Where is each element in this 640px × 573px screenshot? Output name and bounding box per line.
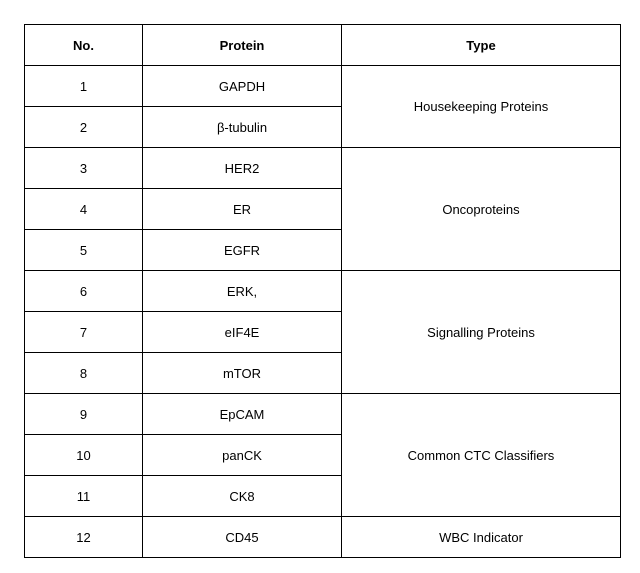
table-row — [25, 271, 621, 312]
protein-name: EpCAM — [143, 394, 342, 435]
protein-name: ER — [143, 189, 342, 230]
protein-type-group: Oncoproteins — [342, 148, 621, 271]
table-row — [25, 148, 621, 189]
protein-name: GAPDH — [143, 66, 342, 107]
header-no: No. — [25, 25, 143, 66]
protein-type-group: Signalling Proteins — [342, 271, 621, 394]
protein-name: mTOR — [143, 353, 342, 394]
table-row — [25, 394, 621, 435]
table-header-row — [25, 25, 621, 66]
header-type: Type — [342, 25, 621, 66]
table-row — [25, 517, 621, 558]
protein-name: ERK, — [143, 271, 342, 312]
protein-name: HER2 — [143, 148, 342, 189]
protein-name: CK8 — [143, 476, 342, 517]
protein-name: EGFR — [143, 230, 342, 271]
protein-type-group: Housekeeping Proteins — [342, 66, 621, 148]
row-number: 5 — [25, 230, 143, 271]
table-row — [25, 66, 621, 107]
row-number: 3 — [25, 148, 143, 189]
row-number: 11 — [25, 476, 143, 517]
row-number: 4 — [25, 189, 143, 230]
protein-table — [24, 24, 621, 558]
protein-name: β-tubulin — [143, 107, 342, 148]
protein-name: eIF4E — [143, 312, 342, 353]
header-protein: Protein — [143, 25, 342, 66]
protein-type-group: WBC Indicator — [342, 517, 621, 558]
row-number: 8 — [25, 353, 143, 394]
row-number: 10 — [25, 435, 143, 476]
protein-type-group: Common CTC Classifiers — [342, 394, 621, 517]
row-number: 6 — [25, 271, 143, 312]
row-number: 7 — [25, 312, 143, 353]
row-number: 12 — [25, 517, 143, 558]
row-number: 2 — [25, 107, 143, 148]
protein-name: panCK — [143, 435, 342, 476]
protein-name: CD45 — [143, 517, 342, 558]
row-number: 1 — [25, 66, 143, 107]
row-number: 9 — [25, 394, 143, 435]
